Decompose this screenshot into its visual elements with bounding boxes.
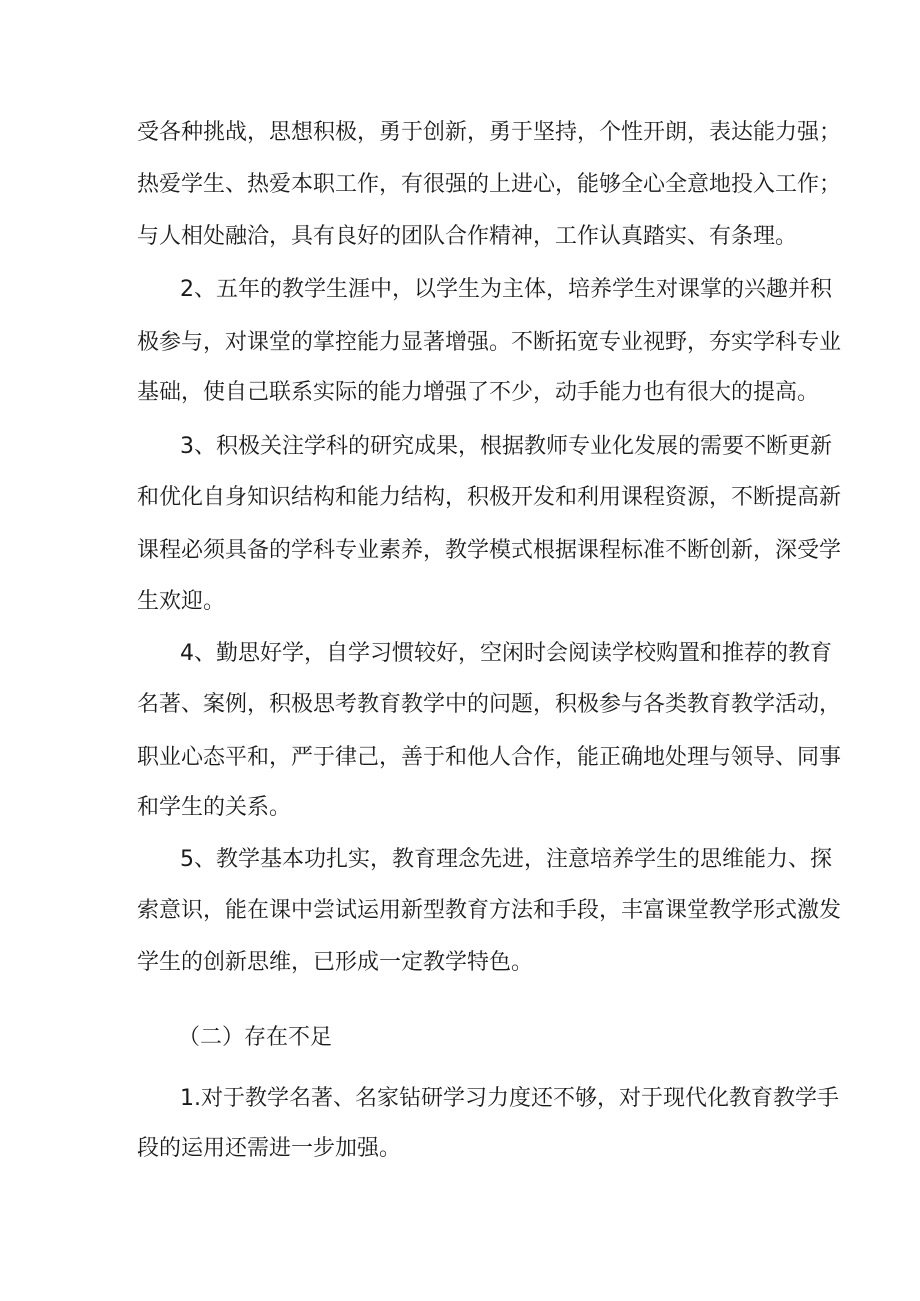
paragraph-5-line-1: 5、教学基本功扎实，教育理念先进，注意培养学生的思维能力、探 xyxy=(180,847,832,872)
paragraph-3-line-2: 和优化自身知识结构和能力结构，积极开发和利用课程资源，不断提高新 xyxy=(137,485,842,510)
paragraph-4-line-3: 职业心态平和，严于律己，善于和他人合作，能正确地处理与领导、同事 xyxy=(137,745,842,770)
paragraph-4-line-2: 名著、案例，积极思考教育教学中的问题，积极参与各类教育教学活动， xyxy=(137,692,842,717)
paragraph-3-line-4: 生欢迎。 xyxy=(137,589,226,614)
paragraph-5-line-3: 学生的创新思维，已形成一定教学特色。 xyxy=(137,950,534,975)
paragraph-2-line-3: 基础，使自己联系实际的能力增强了不少，动手能力也有很大的提高。 xyxy=(137,380,820,405)
shortcoming-line-2: 段的运用还需进一步加强。 xyxy=(137,1136,402,1161)
paragraph-4-line-1: 4、勤思好学，自学习惯较好，空闲时会阅读学校购置和推荐的教育 xyxy=(180,641,832,666)
paragraph-2-line-1: 2、五年的教学生涯中，以学生为主体，培养学生对课掌的兴趣并积 xyxy=(180,277,832,302)
intro-line-2: 热爱学生、热爱本职工作，有很强的上进心，能够全心全意地投入工作； xyxy=(137,172,842,197)
shortcoming-line-1: 1.对于教学名著、名家钻研学习力度还不够，对于现代化教育教学手 xyxy=(180,1086,839,1111)
paragraph-2-line-2: 极参与，对课堂的掌控能力显著增强。不断拓宽专业视野，夯实学科专业 xyxy=(137,330,842,355)
paragraph-3-line-3: 课程必须具备的学科专业素养，教学模式根据课程标准不断创新，深受学 xyxy=(137,538,842,563)
intro-line-1: 受各种挑战，思想积极，勇于创新，勇于坚持，个性开朗，表达能力强； xyxy=(137,120,842,145)
paragraph-3-line-1: 3、积极关注学科的研究成果，根据教师专业化发展的需要不断更新 xyxy=(180,434,832,459)
section-heading: （二）存在不足 xyxy=(178,1025,333,1050)
paragraph-4-line-4: 和学生的关系。 xyxy=(137,795,292,820)
paragraph-5-line-2: 索意识，能在课中尝试运用新型教育方法和手段，丰富课堂教学形式激发 xyxy=(137,898,842,923)
intro-line-3: 与人相处融洽，具有良好的团队合作精神，工作认真踏实、有条理。 xyxy=(137,224,798,249)
